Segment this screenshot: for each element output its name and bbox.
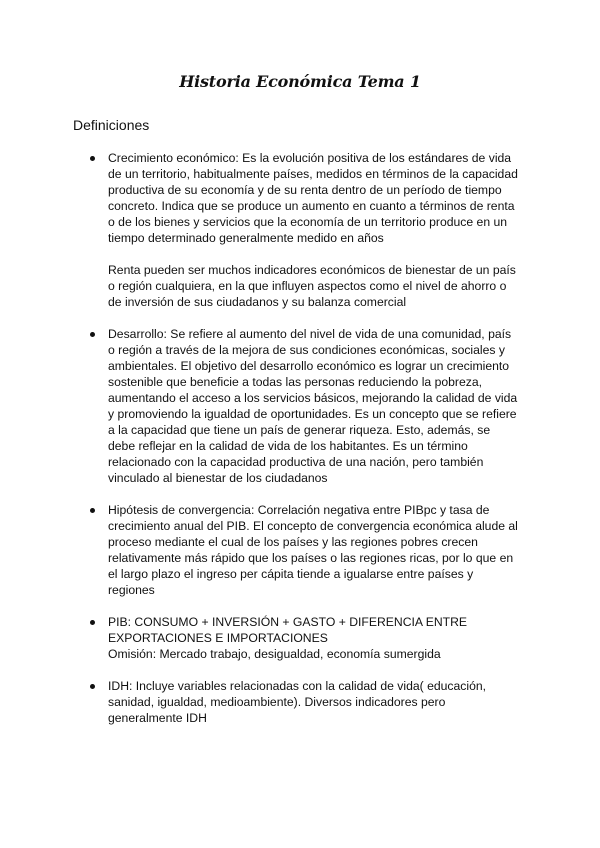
list-item-idh bbox=[90, 678, 520, 726]
paragraph: Desarrollo: Se refiere al aumento del nivel de vida de una comunidad, país o región a través de la mejora de sus condiciones económicas, sociales y ambientales. El objetivo del desarrollo económico es lograr un crecimiento sostenible que beneficie a todas las personas reduciendo la pobreza, aumentando el acceso a los servicios básicos, mejorando la calidad de vida y promoviendo la igualdad de oportunidades. Es un concepto que se refiere a la capacidad que tiene un país de generar riqueza. Esto, además, se debe reflejar en la calidad de vida de los habitantes. Es un término relacionado con la capacidad productiva de una nación, pero también vinculado al bienestar de los ciudadanos bbox=[108, 327, 518, 485]
paragraph: Renta pueden ser muchos indicadores económicos de bienestar de un país o región cualquiera, en la que influyen aspectos como el nivel de ahorro o de inversión de sus ciudadanos y su balanza comercial bbox=[108, 263, 516, 309]
definitions-list bbox=[90, 150, 520, 742]
list-item-crecimiento bbox=[90, 150, 520, 310]
list-item-pib bbox=[90, 614, 520, 662]
paragraph: IDH: Incluye variables relacionadas con la calidad de vida( educación, sanidad, igualdad, medioambiente). Diversos indicadores pero generalmente IDH bbox=[108, 679, 487, 725]
bullet-icon bbox=[90, 620, 95, 625]
bullet-icon bbox=[90, 684, 95, 689]
paragraph: PIB: CONSUMO + INVERSIÓN + GASTO + DIFERENCIA ENTRE EXPORTACIONES E IMPORTACIONES bbox=[108, 615, 468, 645]
list-item-desarrollo bbox=[90, 326, 520, 486]
bullet-icon bbox=[90, 508, 95, 513]
list-item-convergencia bbox=[90, 502, 520, 598]
bullet-icon bbox=[90, 156, 95, 161]
paragraph: Omisión: Mercado trabajo, desigualdad, economía sumergida bbox=[108, 647, 441, 661]
section-heading: Definiciones bbox=[73, 117, 150, 133]
paragraph: Hipótesis de convergencia: Correlación negativa entre PIBpc y tasa de crecimiento anual del PIB. El concepto de convergencia económica alude al proceso mediante el cual de los países y las regiones pobres crecen relativamente más rápido que los países o las regiones ricas, por lo que en el largo plazo el ingreso per cápita tiende a igualarse entre países y regiones bbox=[108, 503, 518, 597]
paragraph: Crecimiento económico: Es la evolución positiva de los estándares de vida de un territorio, habitualmente países, medidos en términos de la capacidad productiva de su economía y de su renta dentro de un período de tiempo concreto. Indica que se produce un aumento en cuanto a términos de renta o de los bienes y servicios que la economía de un territorio produce en un tiempo determinado generalmente medido en años bbox=[108, 151, 518, 245]
document-title: Historia Económica Tema 1 bbox=[179, 72, 421, 91]
bullet-icon bbox=[90, 332, 95, 337]
